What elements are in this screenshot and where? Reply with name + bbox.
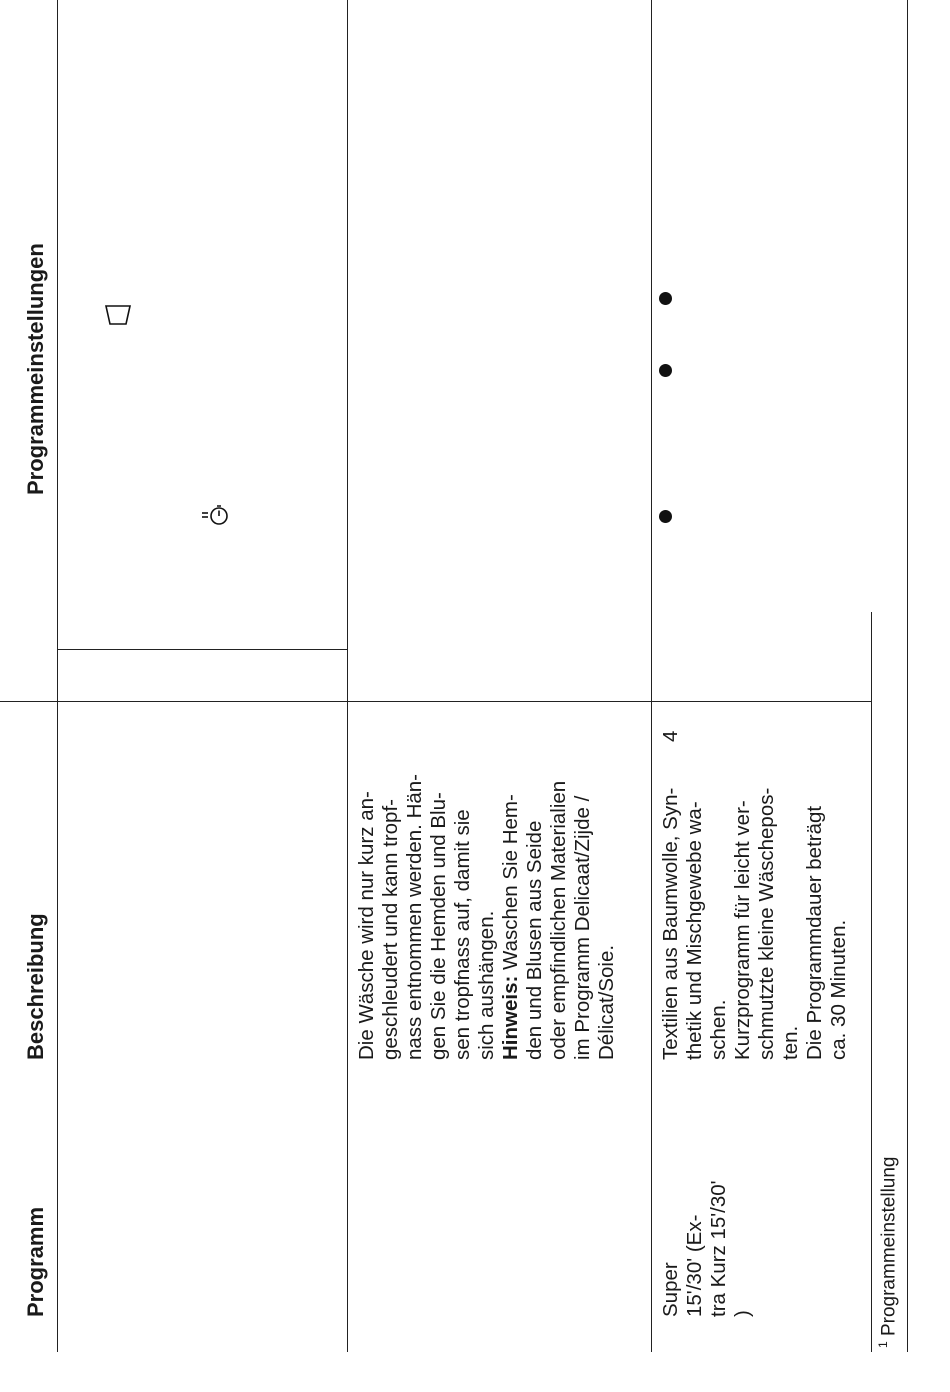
row2-line: Die Programmdauer beträgt (803, 805, 826, 1060)
row2-line: Textilien aus Baumwolle, Syn- (659, 787, 682, 1060)
row1-line: gen Sie die Hemden und Blu- (427, 792, 450, 1060)
footnote (876, 1157, 900, 1349)
row2-line: schmutzte kleine Wäschepos- (755, 787, 778, 1060)
row1-line: sen tropfnass auf, damit sie (451, 809, 474, 1060)
row1-description (355, 774, 619, 1060)
bottom-rule (907, 0, 908, 1352)
row2-line: Kurzprogramm für leicht ver- (731, 800, 754, 1060)
row1-line: nass entnommen werden. Hän- (403, 773, 426, 1060)
program-line: Super (659, 1262, 682, 1317)
setting-dot-rinse (659, 292, 672, 305)
note-first-line: Waschen Sie Hem- (499, 794, 522, 976)
row1-note (499, 774, 523, 1060)
setting-dot-prewash (659, 364, 672, 377)
row2-line: ca. 30 Minuten. (827, 919, 850, 1060)
settings-subcolumn-rule (57, 649, 347, 650)
basin-icon (103, 299, 133, 329)
footnote-text: Programmeinstellung (878, 1156, 900, 1337)
settings-column-rule (0, 701, 871, 702)
header-rule (57, 0, 58, 1352)
row1-line: sich aushängen. (475, 910, 498, 1060)
program-line: tra Kurz 15'/30' (707, 1180, 730, 1317)
row1-note-line: oder empfindlichen Materialien (547, 780, 570, 1060)
program-line: ) (731, 1310, 754, 1317)
row2-description (659, 788, 851, 1060)
header-description: Beschreibung (23, 913, 48, 1060)
row1-note-line: Délicat/Soie. (595, 944, 618, 1060)
row2-line: ten. (779, 1025, 802, 1060)
basin-icon-svg (103, 299, 133, 329)
note-label: Hinweis: (499, 975, 522, 1060)
row2-load-value: 4 (659, 730, 682, 742)
row-rule-2 (651, 0, 652, 1352)
row2-line: thetik und Mischgewebe wa- (683, 801, 706, 1060)
footnote-rule (871, 612, 872, 1352)
row2-line: schen. (707, 999, 730, 1060)
setting-dot-speed (659, 510, 672, 523)
header-settings: Programmeinstellungen (23, 243, 48, 495)
program-line: 15'/30' (Ex- (683, 1214, 706, 1317)
footnote-marker: 1 (876, 1341, 890, 1348)
row1-line: Die Wäsche wird nur kurz an- (355, 791, 378, 1060)
speed-timer-icon-svg (200, 500, 230, 530)
row1-line: geschleudert und kann tropf- (379, 799, 402, 1060)
row1-note-line: im Programm Delicaat/Zijde / (571, 795, 594, 1060)
header-program: Programm (23, 1206, 48, 1317)
row2-program (659, 1180, 755, 1317)
row1-note-line: den und Blusen aus Seide (523, 820, 546, 1060)
speed-timer-icon (200, 500, 230, 530)
row-rule-1 (347, 0, 348, 1352)
